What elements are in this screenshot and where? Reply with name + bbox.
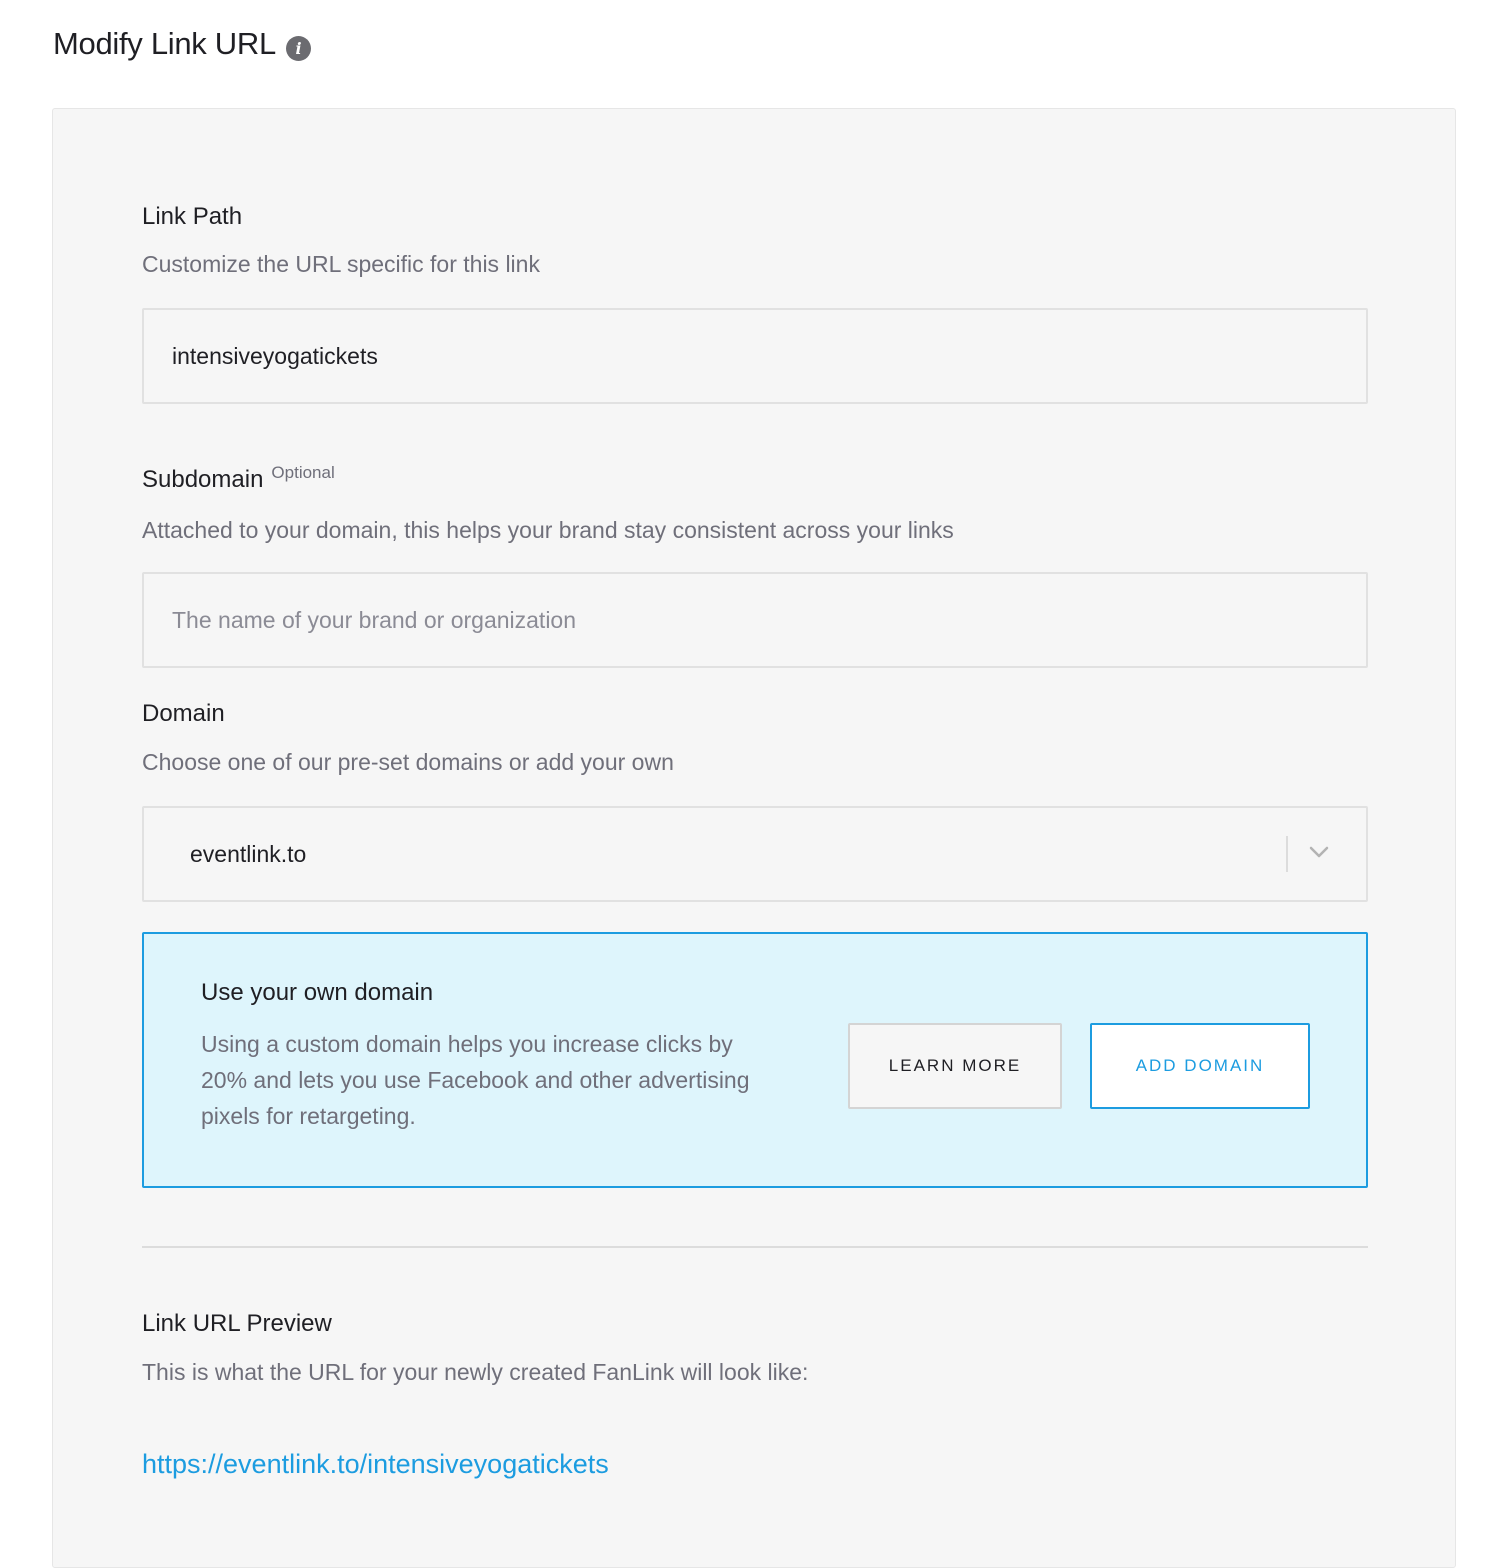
link-path-input[interactable] bbox=[144, 310, 1366, 402]
optional-tag: Optional bbox=[271, 463, 335, 482]
chevron-down-icon[interactable] bbox=[1308, 841, 1330, 863]
promo-title: Use your own domain bbox=[201, 979, 434, 1006]
modify-link-panel bbox=[52, 108, 1456, 1568]
subdomain-field bbox=[142, 572, 1368, 668]
add-domain-button[interactable]: ADD DOMAIN bbox=[1090, 1023, 1310, 1109]
link-path-field bbox=[142, 308, 1368, 404]
domain-label: Domain bbox=[142, 700, 225, 727]
link-path-help: Customize the URL specific for this link bbox=[142, 251, 540, 277]
subdomain-label bbox=[142, 463, 335, 494]
link-path-label: Link Path bbox=[142, 203, 243, 230]
page-title-text: Modify Link URL bbox=[53, 26, 276, 61]
custom-domain-promo bbox=[142, 932, 1368, 1188]
info-icon[interactable]: i bbox=[286, 36, 311, 61]
subdomain-label-text: Subdomain bbox=[142, 466, 264, 493]
preview-label: Link URL Preview bbox=[142, 1310, 332, 1337]
domain-help: Choose one of our pre-set domains or add your own bbox=[142, 749, 674, 775]
page-title bbox=[53, 26, 311, 62]
preview-url-link[interactable]: https://eventlink.to/intensiveyogatickets bbox=[142, 1449, 609, 1479]
section-divider bbox=[142, 1246, 1368, 1248]
subdomain-help: Attached to your domain, this helps your brand stay consistent across your links bbox=[142, 517, 954, 543]
domain-select[interactable] bbox=[142, 806, 1368, 902]
promo-text: Using a custom domain helps you increase clicks by 20% and lets you use Facebook and other advertising pixels for retargeting. bbox=[201, 1031, 750, 1129]
select-separator bbox=[1286, 836, 1288, 872]
preview-help: This is what the URL for your newly created FanLink will look like: bbox=[142, 1359, 809, 1385]
subdomain-input[interactable] bbox=[144, 574, 1366, 666]
learn-more-button[interactable]: LEARN MORE bbox=[848, 1023, 1062, 1109]
domain-selected-value: eventlink.to bbox=[190, 841, 307, 867]
